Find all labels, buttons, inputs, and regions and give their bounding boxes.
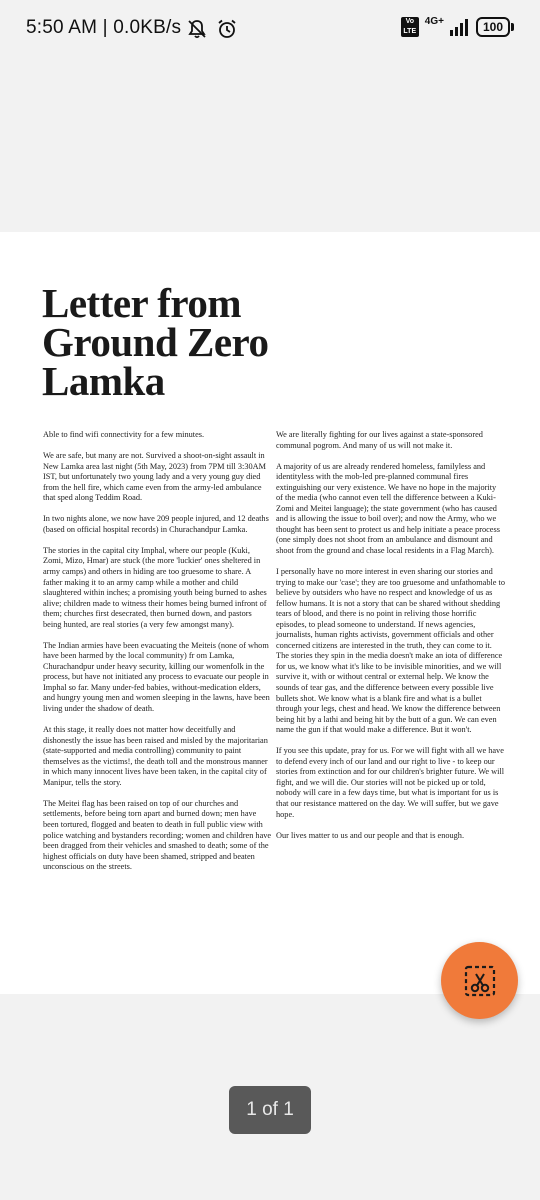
screenshot-crop-button[interactable] [441, 942, 518, 1019]
left-column [43, 430, 272, 883]
paragraph: I personally have no more interest in even sharing our stories and trying to make our 'case'; they are too gruesome and unfathomable to believe by outsiders who have no respect and knowledge of us as fellow humans. It is not a story that can be shared without shedding tears of blood, and there is no point in reliving those horrific episodes, to plead someone to understand. If news agencies, journalists, human rights activists, government officials and other concerned citizens are interested in the truth, they can come to it. The stories they spin in the media doesn't make an iota of difference for us, we know what it's like to be invisible minorities, and we will survive it, with or without central or external help. We know the sounds of tear gas, and the difference between every possible live bullets shot. We know what is a blank fire and what is a bullet through your legs, chest and head. We know the difference between being hit by a lathi and being hit by the butt of a gun. We can even name the gun if that would make a difference. But it won't. [276, 567, 506, 735]
paragraph: Our lives matter to us and our people and that is enough. [276, 830, 465, 840]
signal-icon [450, 18, 470, 36]
status-bar [0, 0, 540, 60]
status-time-network: 5:50 AM | 0.0KB/s [26, 17, 182, 38]
paragraph: Able to find wifi connectivity for a few minutes. [43, 430, 205, 439]
status-right-icons [401, 17, 514, 37]
battery-level: 100 [476, 17, 510, 37]
battery-tip [511, 23, 514, 31]
document-page[interactable] [0, 232, 540, 994]
paragraph: If you see this update, pray for us. For we will fight with all we have to defend every inch of our land and our right to live - to keep our stories from extinction and for our children's brighter future. We will fight, and we will die. Our stories will not be picked up or told, nobody will care in a few days time, but what is important for us is that our resistance mattered on the day. We will suffer, but we gave hope. [276, 746, 505, 819]
paragraph: We are literally fighting for our lives against a state-sponsored communal pogrom. And many of us will not make it. [276, 430, 483, 450]
paragraph: At this stage, it really does not matter how deceitfully and dishonestly the issue has been raised and misled by the majoritarian (state-supported and media controlling) community to paint themselves as the victims!, the death toll and the monstrous manner in which many innocent lives have been taken, in the capital city of Manipur, tells the story. [43, 725, 268, 787]
paragraph: The Indian armies have been evacuating the Meiteis (none of whom have been harmed by the local community) fr om Lamka, Churachandpur under heavy security, killing our womenfolk in the process, but have not initiated any process to evacuate our people in Imphal so far. Many under-fed babies, without-medication elders, and hungry young men and women sleeping in the lawns, have been living under the shadow of death. [43, 640, 270, 714]
status-left-icons [186, 18, 238, 40]
battery-icon [476, 17, 514, 37]
paragraph: The Meitei flag has been raised on top of our churches and settlements, before being torn apart and burned down; men have been tortured, flogged and beaten to death in full public view with police watching and bystanders recording; women and children have been dragged from their vehicles and smashed to death; some of the highest officials on duty have been shamed, stripped and beaten unconscious on the streets. [43, 798, 272, 872]
mute-notifications-icon [186, 18, 208, 40]
right-column [276, 430, 505, 852]
page-indicator: 1 of 1 [229, 1086, 311, 1134]
scissors-icon [463, 964, 497, 998]
alarm-icon [216, 18, 238, 40]
volte-icon: Vo LTE [401, 17, 419, 37]
document-title: Letter from Ground Zero Lamka [42, 280, 269, 404]
network-type-label: 4G+ [424, 15, 444, 27]
paragraph: In two nights alone, we now have 209 people injured, and 12 deaths (based on official hospital records) in Churachandpur Lamka. [43, 514, 269, 534]
paragraph: A majority of us are already rendered homeless, familyless and identityless with the mob-led pre-planned communal fires extinguishing our very existence. We have no hope in the majority of the media (who cannot even tell the difference between a Kuki-Zomi and Meitei language); the state government (who has caused and is allowing the issue to boil over); and now the Army, who we thought has been sent to protect us and help initiate a peace process (one simply does not shoot from an ambulance and dismount and shoot from the ground and chase local residents in a Flag March). [276, 461, 500, 555]
paragraph: We are safe, but many are not. Survived a shoot-on-sight assault in New Lamka area last night (5th May, 2023) from 7PM till 3:30AM IST, but unfortunately two young lady and a very young guy died from the hell fire, which came even from the army-led ambulance that sped along Teddim Road. [43, 451, 266, 503]
paragraph: The stories in the capital city Imphal, where our people (Kuki, Zomi, Mizo, Hmar) are stuck (the more 'luckier' ones sheltered in army camps) and others in hiding are too gruesome to share. A father making it to an army camp while a mother and child slaughtered within inches; a promising youth being burned to ashes alive; children made to witness their homes being burned infront of them; churches first desecrated, then burned down, and pastors being hunted, are real stories (a very few amongst many). [43, 545, 267, 629]
